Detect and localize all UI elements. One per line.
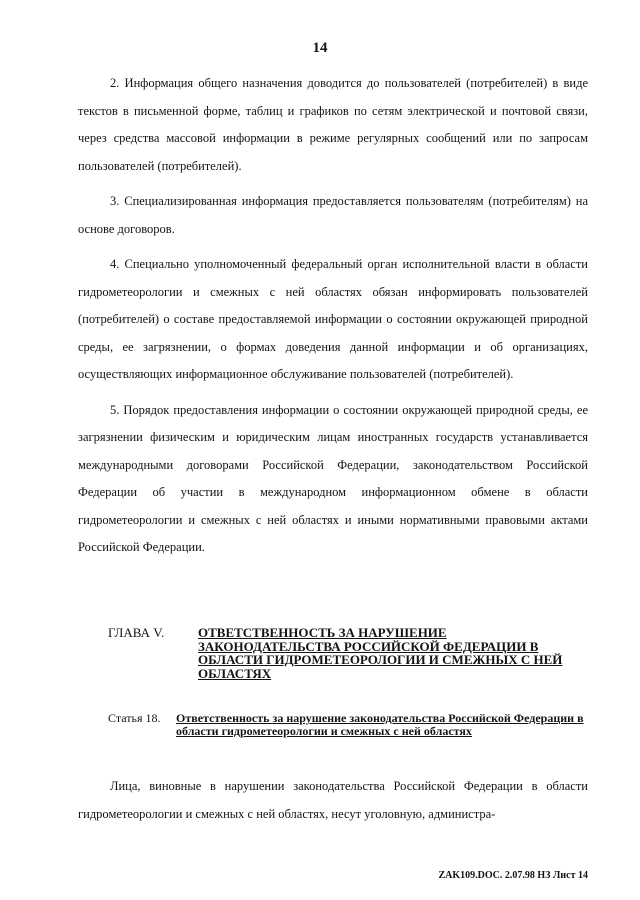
footer-doc-id: ZAK109.DOC. 2.07.98 НЗ Лист 14 bbox=[438, 870, 588, 881]
paragraph-4: 4. Специально уполномоченный федеральный орган исполнительной власти в области гидрометеорологии и смежных с ней областях обязан информировать пользователей (потребителей) о составе предоставляемой информации о состоянии окружающей природной среды, ее загрязнении, о формах доведения данной информации и об организациях, осуществляющих информационное обслуживание пользователей (потребителей). bbox=[78, 257, 588, 381]
article-heading bbox=[108, 712, 588, 738]
article-label: Статья 18. bbox=[108, 711, 161, 725]
body-paragraphs bbox=[78, 70, 588, 570]
article-title: Ответственность за нарушение законодательства Российской Федерации в области гидрометеорологии и смежных с ней областях bbox=[176, 711, 584, 738]
closing-paragraph: Лица, виновные в нарушении законодательства Российской Федерации в области гидрометеорологии и смежных с ней областях, несут уголовную, администра- bbox=[78, 779, 588, 821]
page-number: 14 bbox=[312, 40, 328, 56]
paragraph-3: 3. Специализированная информация предоставляется пользователям (потребителям) на основе договоров. bbox=[78, 194, 588, 236]
chapter-label: ГЛАВА V. bbox=[108, 625, 165, 640]
paragraph-2: 2. Информация общего назначения доводится до пользователей (потребителей) в виде текстов в письменной форме, таблиц и графиков по сетям электрической и почтовой связи, через средства массовой информации в режиме регулярных сообщений или по запросам пользователей (потребителей). bbox=[78, 76, 588, 173]
paragraph-5: 5. Порядок предоставления информации о состоянии окружающей природной среды, ее загрязнении физическим и юридическим лицам иностранных государств устанавливается международными договорами Российской Федерации, законодательством Российской Федерации об участии в международном информационном обмене в области гидрометеорологии и смежных с ней областях и иными нормативными правовыми актами Российской Федерации. bbox=[78, 402, 588, 554]
chapter-heading bbox=[108, 626, 588, 680]
chapter-title: ОТВЕТСТВЕННОСТЬ ЗА НАРУШЕНИЕ ЗАКОНОДАТЕЛЬСТВА РОССИЙСКОЙ ФЕДЕРАЦИИ В ОБЛАСТИ ГИДРОМЕТЕОРОЛОГИИ И СМЕЖНЫХ С НЕЙ ОБЛАСТЯХ bbox=[198, 625, 563, 681]
